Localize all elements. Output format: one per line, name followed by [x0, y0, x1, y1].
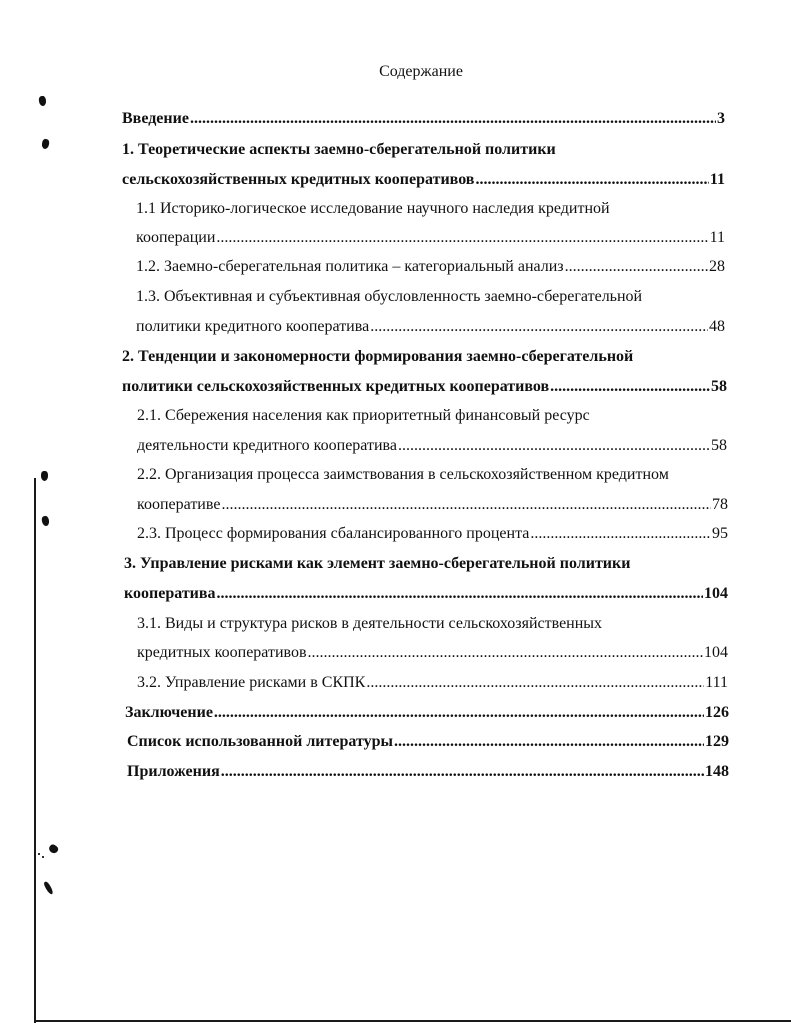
toc-label: деятельности кредитного кооператива	[137, 437, 397, 454]
dot-leader	[190, 110, 716, 128]
dot-leader	[366, 674, 704, 692]
toc-page: 129	[705, 733, 729, 750]
scan-speck	[42, 856, 44, 858]
toc-entry-3-1-line1	[137, 615, 728, 637]
toc-label: Введение	[122, 110, 189, 127]
margin-mark	[48, 843, 60, 855]
toc-page: 126	[705, 704, 729, 721]
dot-leader	[565, 258, 708, 276]
dot-leader	[394, 733, 704, 751]
toc-entry-3-1-line2	[137, 644, 728, 666]
dot-leader	[221, 763, 704, 781]
toc-entry-1-1-line1	[136, 200, 725, 222]
toc-page: 104	[704, 585, 728, 602]
toc-page: 95	[712, 525, 728, 542]
toc-label: 2.3. Процесс формирования сбалансированного процента	[137, 525, 530, 542]
dot-leader	[221, 496, 711, 514]
margin-mark	[43, 881, 54, 896]
toc-label: 1.2. Заемно-сберегательная политика – категориальный анализ	[136, 258, 564, 275]
toc-entry-2-1-line1	[137, 407, 727, 429]
toc-label: 2.1. Сбережения населения как приоритетный финансовый ресурс	[137, 407, 590, 424]
toc-entry-1-2	[136, 258, 725, 280]
toc-label: 3.2. Управление рисками в СКПК	[137, 674, 366, 691]
toc-label: политики сельскохозяйственных кредитных кооперативов	[122, 378, 550, 395]
toc-entry-references	[127, 733, 729, 755]
dot-leader	[370, 318, 708, 336]
toc-label: 2.2. Организация процесса заимствования в сельскохозяйственном кредитном	[137, 466, 669, 483]
toc-entry-ch1-line2	[122, 171, 725, 193]
toc-entry-ch1-line1	[122, 141, 725, 163]
toc-entry-2-1-line2	[137, 437, 727, 459]
margin-mark	[41, 471, 48, 481]
margin-mark	[41, 138, 50, 149]
toc-label: 1. Теоретические аспекты заемно-сберегательной политики	[122, 141, 556, 158]
scan-speck	[38, 853, 40, 855]
page-border-left	[34, 478, 36, 1023]
toc-page: 3	[717, 110, 725, 127]
toc-entry-2-2-line2	[137, 496, 728, 518]
toc-page: 78	[712, 496, 728, 513]
dot-leader	[214, 704, 704, 722]
toc-label: 3. Управление рисками как элемент заемно-сберегательной политики	[124, 555, 631, 572]
toc-page: 148	[705, 763, 729, 780]
dot-leader	[475, 171, 708, 189]
toc-entry-appendices	[127, 763, 729, 785]
toc-page: 28	[709, 258, 725, 275]
toc-entry-2-3	[137, 525, 728, 547]
margin-mark	[38, 96, 46, 107]
toc-label: Заключение	[125, 704, 213, 721]
toc-page: 111	[705, 674, 728, 691]
toc-page: 104	[704, 644, 728, 661]
toc-entry-ch2-line2	[122, 378, 727, 400]
toc-entry-ch3-line2	[124, 585, 728, 607]
toc-entry-1-3-line1	[136, 288, 725, 310]
dot-leader	[530, 525, 711, 543]
toc-label: кооперативе	[137, 496, 221, 513]
toc-label: Список использованной литературы	[127, 733, 393, 750]
toc-label: 1.3. Объективная и субъективная обусловленность заемно-сберегательной	[136, 288, 643, 305]
toc-label: 2. Тенденции и закономерности формирования заемно-сберегательной	[122, 348, 634, 365]
dot-leader	[550, 378, 710, 396]
margin-mark	[41, 515, 50, 526]
toc-page: 58	[711, 378, 727, 395]
toc-page: 58	[711, 437, 727, 454]
toc-label: кооператива	[124, 585, 216, 602]
toc-entry-2-2-line1	[137, 466, 728, 488]
toc-label: сельскохозяйственных кредитных кооперативов	[122, 171, 475, 188]
toc-label: Приложения	[127, 763, 220, 780]
toc-page: 48	[709, 318, 725, 335]
toc-page: 11	[709, 229, 725, 246]
page-title: Содержание	[379, 63, 463, 80]
toc-label: политики кредитного кооператива	[136, 318, 370, 335]
dot-leader	[216, 229, 708, 247]
toc-label: 1.1 Историко-логическое исследование научного наследия кредитной	[136, 200, 610, 217]
toc-entry-intro	[122, 110, 725, 132]
toc-page: 11	[709, 171, 725, 188]
toc-entry-1-3-line2	[136, 318, 725, 340]
dot-leader	[308, 644, 703, 662]
toc-entry-3-2	[137, 674, 728, 696]
dot-leader	[217, 585, 703, 603]
toc-entry-conclusion	[125, 704, 729, 726]
dot-leader	[398, 437, 710, 455]
toc-entry-1-1-line2	[136, 229, 725, 251]
toc-label: 3.1. Виды и структура рисков в деятельности сельскохозяйственных	[137, 615, 603, 632]
page-border-bottom	[34, 1020, 791, 1022]
toc-entry-ch2-line1	[122, 348, 727, 370]
toc-label: кооперации	[136, 229, 216, 246]
toc-entry-ch3-line1	[124, 555, 728, 577]
toc-label: кредитных кооперативов	[137, 644, 307, 661]
